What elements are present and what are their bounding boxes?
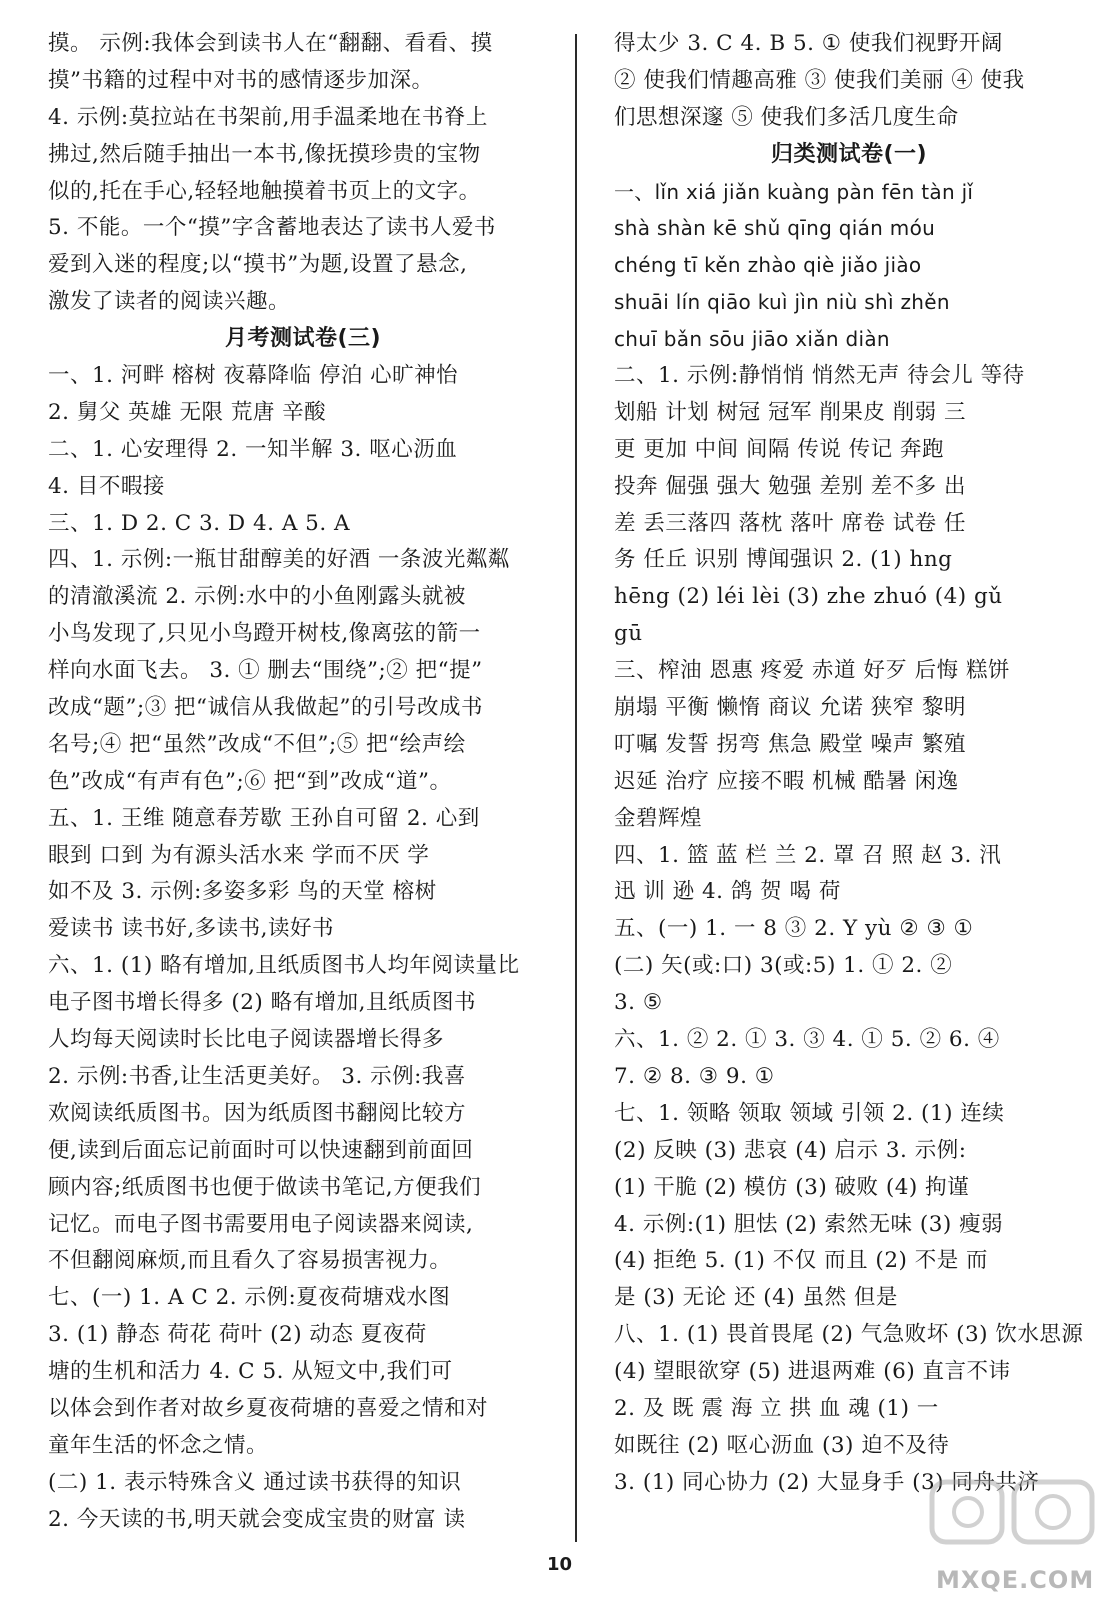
pinyin-line: chéng tī kěn zhào qiè jiǎo jiào bbox=[614, 253, 922, 278]
column-divider bbox=[575, 34, 577, 1542]
text-line: 小鸟发现了,只见小鸟蹬开树枝,像离弦的箭一 bbox=[48, 621, 481, 647]
text-line: 4. 示例:莫拉站在书架前,用手温柔地在书脊上 bbox=[48, 104, 488, 130]
text-line: 崩塌 平衡 懒惰 商议 允诺 狭窄 黎明 bbox=[614, 695, 967, 721]
text-line: 迅 训 逊 4. 鸽 贺 喝 荷 bbox=[614, 879, 841, 905]
text-line: 2. 今天读的书,明天就会变成宝贵的财富 读 bbox=[48, 1506, 466, 1532]
text-line: (4) 拒绝 5. (1) 不仅 而且 (2) 不是 而 bbox=[614, 1248, 989, 1274]
text-line: 4. 目不暇接 bbox=[48, 473, 165, 499]
text-line: 样向水面飞去。 3. ① 删去“围绕”;② 把“提” bbox=[48, 658, 483, 684]
text-line: 顾内容;纸质图书也便于做读书笔记,方便我们 bbox=[48, 1174, 482, 1200]
text-line: 迟延 治疗 应接不暇 机械 酷暑 闲逸 bbox=[614, 768, 959, 794]
text-line: 眼到 口到 为有源头活水来 学而不厌 学 bbox=[48, 842, 430, 868]
text-line: 摸”书籍的过程中对书的感情逐步加深。 bbox=[48, 67, 434, 93]
text-line: 划船 计划 树冠 冠军 削果皮 削弱 三 bbox=[614, 399, 967, 425]
text-line: 三、1. D 2. C 3. D 4. A 5. A bbox=[48, 510, 351, 536]
text-line: 二、1. 心安理得 2. 一知半解 3. 呕心沥血 bbox=[48, 436, 458, 462]
text-line: 三、榨油 恩惠 疼爱 赤道 好歹 后悔 糕饼 bbox=[614, 658, 1011, 684]
section-heading: 月考测试卷(三) bbox=[224, 326, 382, 352]
text-line: 5. 不能。一个“摸”字含蓄地表达了读书人爱书 bbox=[48, 215, 496, 241]
pinyin-line: shuāi lín qiāo kuì jìn niù shì zhěn bbox=[614, 290, 950, 315]
text-line: (2) 反映 (3) 悲哀 (4) 启示 3. 示例: bbox=[614, 1137, 967, 1163]
text-line: 一、1. 河畔 榕树 夜幕降临 停泊 心旷神怡 bbox=[48, 363, 459, 389]
text-line: 投奔 倔强 强大 勉强 差别 差不多 出 bbox=[614, 473, 967, 499]
text-line: 以体会到作者对故乡夏夜荷塘的喜爱之情和对 bbox=[48, 1395, 489, 1421]
text-line: 七、(一) 1. A C 2. 示例:夏夜荷塘戏水图 bbox=[48, 1285, 451, 1311]
text-line: 3. (1) 静态 荷花 荷叶 (2) 动态 夏夜荷 bbox=[48, 1322, 427, 1348]
text-line: 2. 及 既 震 海 立 拱 血 魂 (1) 一 bbox=[614, 1395, 939, 1421]
text-line: 2. 示例:书香,让生活更美好。 3. 示例:我喜 bbox=[48, 1063, 466, 1089]
text-line: 似的,托在手心,轻轻地触摸着书页上的文字。 bbox=[48, 178, 481, 204]
text-line: 欢阅读纸质图书。因为纸质图书翻阅比较方 bbox=[48, 1100, 467, 1126]
text-line: 六、1. ② 2. ① 3. ③ 4. ① 5. ② 6. ④ bbox=[614, 1027, 1000, 1053]
text-line: 五、(一) 1. 一 8 ③ 2. Y yù ② ③ ① bbox=[614, 916, 974, 942]
text-line: 得太少 3. C 4. B 5. ① 使我们视野开阔 bbox=[614, 31, 1003, 56]
text-line: 六、1. (1) 略有增加,且纸质图书人均年阅读量比 bbox=[48, 953, 520, 979]
text-line: 如不及 3. 示例:多姿多彩 鸟的天堂 榕树 bbox=[48, 879, 437, 905]
text-line: 童年生活的怀念之情。 bbox=[48, 1432, 269, 1458]
left-column bbox=[48, 26, 558, 1539]
text-line: 不但翻阅麻烦,而且看久了容易损害视力。 bbox=[48, 1248, 452, 1274]
text-line: 拂过,然后随手抽出一本书,像抚摸珍贵的宝物 bbox=[48, 141, 481, 167]
text-line: 2. 舅父 英雄 无限 荒唐 辛酸 bbox=[48, 399, 327, 425]
text-line: 3. ⑤ bbox=[614, 990, 663, 1016]
text-line: 二、1. 示例:静悄悄 悄然无声 待会儿 等待 bbox=[614, 363, 1025, 389]
text-line: 爱读书 读书好,多读书,读好书 bbox=[48, 916, 335, 942]
text-line: gū bbox=[614, 621, 643, 647]
text-line: (1) 干脆 (2) 模仿 (3) 破败 (4) 拘谨 bbox=[614, 1174, 970, 1200]
text-line: 7. ② 8. ③ 9. ① bbox=[614, 1063, 775, 1089]
pinyin-line: chuī bǎn sōu jiāo xiǎn diàn bbox=[614, 327, 890, 352]
text-line: 五、1. 王维 随意春芳歇 王孙自可留 2. 心到 bbox=[48, 805, 480, 831]
page-number: 10 bbox=[546, 1554, 573, 1575]
pinyin-line: shà shàn kē shǔ qīng qián móu bbox=[614, 216, 936, 241]
text-line: 金碧辉煌 bbox=[614, 805, 703, 831]
text-line: 爱到入迷的程度;以“摸书”为题,设置了悬念, bbox=[48, 252, 468, 278]
text-line: ② 使我们情趣高雅 ③ 使我们美丽 ④ 使我 bbox=[614, 67, 1025, 93]
text-line: 人均每天阅读时长比电子阅读器增长得多 bbox=[48, 1027, 445, 1053]
text-line: 八、1. (1) 畏首畏尾 (2) 气急败坏 (3) 饮水思源 bbox=[614, 1322, 1084, 1348]
text-line: 更 更加 中间 间隔 传说 传记 奔跑 bbox=[614, 436, 945, 462]
pinyin-line: 一、lǐn xiá jiǎn kuàng pàn fēn tàn jǐ bbox=[614, 179, 974, 204]
text-line: 们思想深邃 ⑤ 使我们多活几度生命 bbox=[614, 104, 959, 130]
text-line: 四、1. 篮 蓝 栏 兰 2. 罩 召 照 赵 3. 汛 bbox=[614, 842, 1002, 868]
text-line: 记忆。而电子图书需要用电子阅读器来阅读, bbox=[48, 1211, 474, 1237]
text-line: 四、1. 示例:一瓶甘甜醇美的好酒 一条波光粼粼 bbox=[48, 547, 510, 573]
text-line: 叮嘱 发誓 拐弯 焦急 殿堂 噪声 繁殖 bbox=[614, 731, 967, 757]
section-heading: 归类测试卷(一) bbox=[770, 141, 928, 167]
text-line: 改成“题”;③ 把“诚信从我做起”的引号改成书 bbox=[48, 695, 484, 721]
text-line: 七、1. 领略 领取 领域 引领 2. (1) 连续 bbox=[614, 1100, 1005, 1126]
text-line: 塘的生机和活力 4. C 5. 从短文中,我们可 bbox=[48, 1359, 453, 1385]
text-line: 名号;④ 把“虽然”改成“不但”;⑤ 把“绘声绘 bbox=[48, 731, 466, 757]
text-line: 激发了读者的阅读兴趣。 bbox=[48, 289, 291, 315]
text-line: 便,读到后面忘记前面时可以快速翻到前面回 bbox=[48, 1137, 474, 1163]
text-line: 差 丢三落四 落枕 落叶 席卷 试卷 任 bbox=[614, 510, 967, 536]
text-line: 4. 示例:(1) 胆怯 (2) 索然无味 (3) 瘦弱 bbox=[614, 1211, 1004, 1237]
text-line: 电子图书增长得多 (2) 略有增加,且纸质图书 bbox=[48, 990, 476, 1016]
text-line: (4) 望眼欲穿 (5) 进退两难 (6) 直言不讳 bbox=[614, 1359, 1011, 1385]
text-line: 色”改成“有声有色”;⑥ 把“到”改成“道”。 bbox=[48, 768, 452, 794]
text-line: 务 任丘 识别 博闻强识 2. (1) hng bbox=[614, 547, 953, 573]
watermark-text: MXQE.COM bbox=[936, 1566, 1095, 1594]
text-line: 摸。 示例:我体会到读书人在“翻翻、看看、摸 bbox=[48, 31, 493, 56]
text-line: 3. (1) 同心协力 (2) 大显身手 (3) 同舟共济 bbox=[614, 1469, 1040, 1495]
text-line: (二) 矢(或:口) 3(或:5) 1. ① 2. ② bbox=[614, 953, 953, 979]
text-line: 的清澈溪流 2. 示例:水中的小鱼刚露头就被 bbox=[48, 584, 466, 610]
text-line: 是 (3) 无论 还 (4) 虽然 但是 bbox=[614, 1285, 898, 1311]
text-line: hēng (2) léi lèi (3) zhe zhuó (4) gǔ bbox=[614, 584, 1003, 610]
text-line: (二) 1. 表示特殊含义 通过读书获得的知识 bbox=[48, 1469, 462, 1495]
text-line: 如既往 (2) 呕心沥血 (3) 迫不及待 bbox=[614, 1432, 950, 1458]
right-column bbox=[614, 26, 1084, 1502]
